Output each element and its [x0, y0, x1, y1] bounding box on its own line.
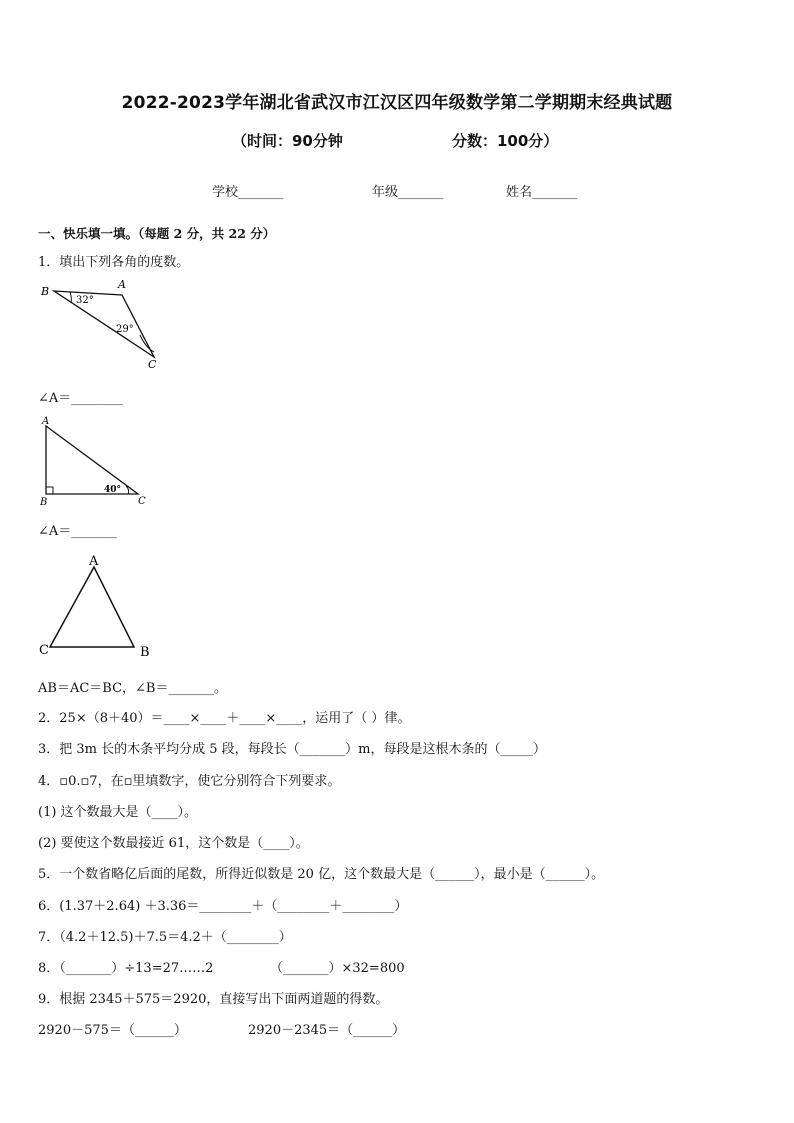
- triangle-figure-3: [36, 553, 160, 659]
- exam-time: （时间：90分钟: [232, 132, 343, 150]
- question-1: 1．填出下列各角的度数。: [38, 255, 190, 270]
- school-field: 学校_______: [212, 185, 284, 200]
- question-9: 9．根据 2345＋575＝2920，直接写出下面两道题的得数。: [38, 992, 389, 1007]
- grade-field: 年级_______: [372, 185, 444, 200]
- question-1b: ∠A＝_______: [38, 524, 117, 539]
- triangle-figure-2: [38, 414, 158, 510]
- question-1c: AB＝AC＝BC，∠B＝_______。: [38, 681, 227, 696]
- question-4-part2: (2) 要使这个数最接近 61，这个数是（____）。: [38, 836, 309, 851]
- vertex-label-a: A: [42, 416, 50, 427]
- question-2: 2．25×（8＋40）＝____×____＋____×____，运用了（ ）律。: [38, 711, 411, 726]
- question-9-right: 2920－2345＝（______）: [248, 1023, 406, 1038]
- question-5: 5．一个数省略亿后面的尾数，所得近似数是 20 亿，这个数最大是（______），最小是（______）。: [38, 867, 605, 882]
- name-field: 姓名_______: [506, 185, 578, 200]
- question-1a: ∠A＝________: [38, 391, 124, 406]
- vertex-label-a: A: [118, 278, 126, 291]
- question-8-left: 8．（_______）÷13=27……2: [38, 961, 214, 976]
- question-4: 4．▫0.▫7，在▫里填数字，使它分别符合下列要求。: [38, 774, 341, 789]
- vertex-label-b: B: [140, 645, 150, 659]
- exam-score: 分数：100分）: [452, 132, 559, 150]
- question-9-left: 2920－575＝（______）: [38, 1023, 187, 1038]
- angle-label-b: 32°: [76, 295, 94, 306]
- vertex-label-c: C: [148, 358, 157, 371]
- question-4-part1: (1) 这个数最大是（____）。: [38, 805, 198, 820]
- question-6: 6．(1.37＋2.64) ＋3.36＝________＋（________＋________）: [38, 899, 408, 914]
- vertex-label-c: C: [39, 643, 49, 658]
- question-3: 3．把 3m 长的木条平均分成 5 段，每段长（_______）m，每段是这根木条的（_____）: [38, 742, 546, 757]
- vertex-label-a: A: [89, 554, 99, 569]
- triangle-figure-1: [38, 278, 168, 374]
- section-heading: 一、快乐填一填。（每题 2 分，共 22 分）: [38, 226, 276, 241]
- vertex-label-b: B: [40, 497, 48, 508]
- angle-label-c: 29°: [116, 324, 134, 335]
- vertex-label-c: C: [138, 496, 146, 507]
- question-8-right: （_______）×32=800: [270, 961, 405, 976]
- angle-label-c: 40°: [104, 485, 122, 495]
- vertex-label-b: B: [41, 285, 50, 298]
- question-7: 7．（4.2＋12.5)＋7.5＝4.2＋（________）: [38, 930, 292, 945]
- page-title: 2022-2023学年湖北省武汉市江汉区四年级数学第二学期期末经典试题: [121, 93, 673, 113]
